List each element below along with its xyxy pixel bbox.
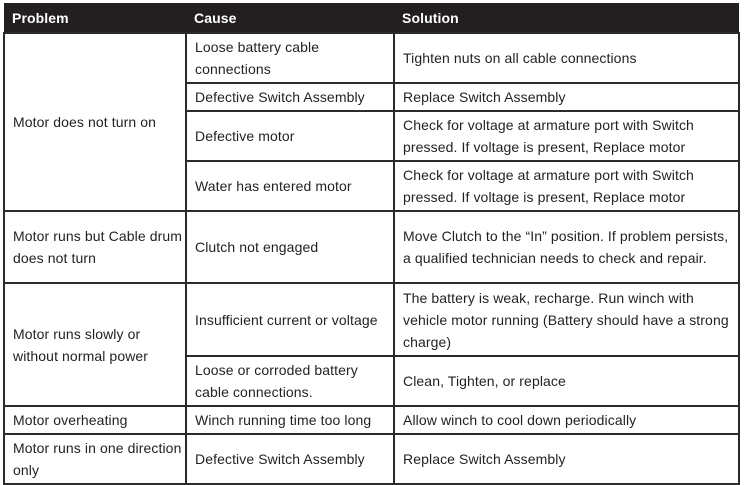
table-row (4, 434, 739, 484)
solution-cell: Check for voltage at armature port with Switch pressed. If voltage is present, Replace motor (394, 111, 739, 161)
solution-cell: Allow winch to cool down periodically (394, 406, 739, 434)
header-problem: Problem (4, 3, 186, 33)
problem-cell: Motor overheating (4, 406, 186, 434)
header-solution: Solution (394, 3, 739, 33)
solution-cell: The battery is weak, recharge. Run winch with vehicle motor running (Battery should have a strong charge) (394, 283, 739, 356)
table-row (4, 283, 739, 356)
header-cause: Cause (186, 3, 394, 33)
cause-cell: Insufficient current or voltage (186, 283, 394, 356)
cause-cell: Winch running time too long (186, 406, 394, 434)
header-row (4, 3, 739, 33)
solution-cell: Tighten nuts on all cable connections (394, 33, 739, 83)
table-row (4, 406, 739, 434)
table-row (4, 33, 739, 83)
problem-cell: Motor does not turn on (4, 33, 186, 211)
cause-cell: Defective Switch Assembly (186, 434, 394, 484)
cause-cell: Defective Switch Assembly (186, 83, 394, 111)
solution-cell: Replace Switch Assembly (394, 83, 739, 111)
problem-cell: Motor runs slowly or without normal power (4, 283, 186, 406)
solution-cell: Check for voltage at armature port with Switch pressed. If voltage is present, Replace motor (394, 161, 739, 211)
problem-cell: Motor runs in one direction only (4, 434, 186, 484)
cause-cell: Loose or corroded battery cable connections. (186, 356, 394, 406)
problem-cell: Motor runs but Cable drum does not turn (4, 211, 186, 283)
table-row (4, 211, 739, 283)
cause-cell: Defective motor (186, 111, 394, 161)
troubleshooting-table (3, 3, 740, 485)
cause-cell: Clutch not engaged (186, 211, 394, 283)
solution-cell: Clean, Tighten, or replace (394, 356, 739, 406)
cause-cell: Water has entered motor (186, 161, 394, 211)
solution-cell: Replace Switch Assembly (394, 434, 739, 484)
cause-cell: Loose battery cable connections (186, 33, 394, 83)
solution-cell: Move Clutch to the “In” position. If problem persists, a qualified technician needs to check and repair. (394, 211, 739, 283)
